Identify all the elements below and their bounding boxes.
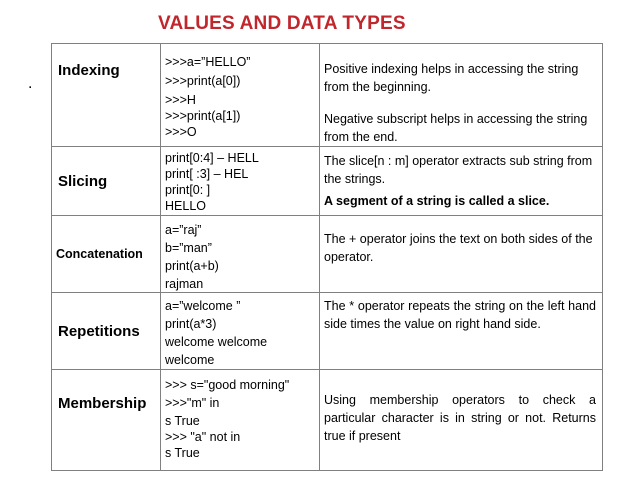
description-text: The * operator repeats the string on the left hand side times the value on right hand side. bbox=[324, 299, 596, 331]
code-line: b=”man” bbox=[165, 241, 212, 255]
code-cell bbox=[161, 293, 320, 370]
table-row-concatenation bbox=[52, 216, 603, 293]
description-text: The + operator joins the text on both sides of the operator. bbox=[324, 232, 593, 264]
code-cell bbox=[161, 370, 320, 471]
description-text: Positive indexing helps in accessing the string from the beginning. bbox=[324, 62, 579, 94]
code-line: >>> s="good morning" bbox=[165, 378, 290, 392]
code-line: >>>a=”HELLO” bbox=[165, 55, 251, 69]
description-cell bbox=[320, 216, 603, 293]
row-heading: Membership bbox=[52, 370, 161, 471]
description-text-bold: A segment of a string is called a slice. bbox=[324, 194, 550, 208]
code-line: a=”welcome ” bbox=[165, 299, 241, 313]
row-heading: Indexing bbox=[52, 44, 161, 147]
description-cell bbox=[320, 370, 603, 471]
description-text: Using membership operators to check a particular character is in string or not. Returns true if present bbox=[324, 393, 596, 443]
slide-title: VALUES AND DATA TYPES bbox=[158, 13, 406, 34]
code-line: s True bbox=[165, 446, 200, 460]
description-text: Negative subscript helps in accessing the string from the end. bbox=[324, 112, 588, 144]
table-row-slicing bbox=[52, 147, 603, 216]
row-heading: Concatenation bbox=[52, 216, 161, 293]
string-operations-table bbox=[51, 43, 603, 471]
bullet-dot: . bbox=[28, 75, 33, 92]
code-line: print(a*3) bbox=[165, 317, 217, 331]
description-cell bbox=[320, 147, 603, 216]
description-text: The slice[n : m] operator extracts sub string from the strings. bbox=[324, 154, 593, 186]
code-line: >>> "a" not in bbox=[165, 430, 241, 444]
code-line: HELLO bbox=[165, 199, 206, 213]
code-line: print[ :3] – HEL bbox=[165, 167, 249, 181]
code-line: >>>print(a[1]) bbox=[165, 109, 241, 123]
row-heading: Slicing bbox=[52, 147, 161, 216]
code-line: >>>H bbox=[165, 93, 196, 107]
code-line: welcome bbox=[165, 353, 215, 367]
code-line: s True bbox=[165, 414, 200, 428]
code-line: print[0: ] bbox=[165, 183, 211, 197]
code-line: welcome welcome bbox=[165, 335, 268, 349]
code-cell bbox=[161, 44, 320, 147]
table-row-membership bbox=[52, 370, 603, 471]
description-cell bbox=[320, 44, 603, 147]
code-line: >>>O bbox=[165, 125, 197, 139]
code-cell bbox=[161, 147, 320, 216]
description-cell bbox=[320, 293, 603, 370]
code-cell bbox=[161, 216, 320, 293]
code-line: print[0:4] – HELL bbox=[165, 151, 259, 165]
code-line: >>>print(a[0]) bbox=[165, 74, 241, 88]
row-heading: Repetitions bbox=[52, 293, 161, 370]
code-line: >>>"m" in bbox=[165, 396, 220, 410]
code-line: print(a+b) bbox=[165, 259, 219, 273]
code-line: rajman bbox=[165, 277, 204, 291]
table-row-repetitions bbox=[52, 293, 603, 370]
table-row-indexing bbox=[52, 44, 603, 147]
code-line: a=”raj” bbox=[165, 223, 202, 237]
